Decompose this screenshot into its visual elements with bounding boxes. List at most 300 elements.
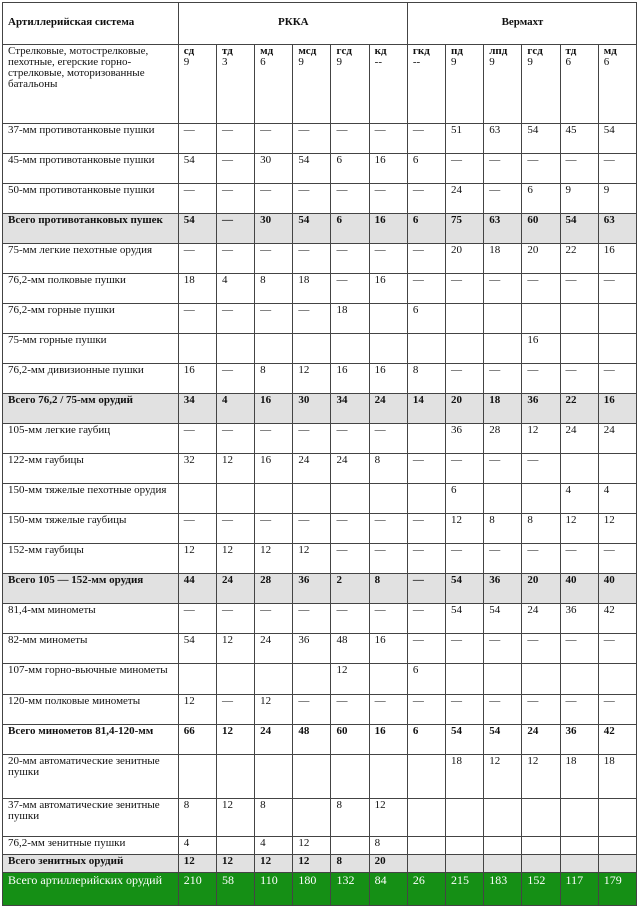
artillery-table	[2, 2, 637, 906]
value-cell: —	[407, 124, 445, 154]
value-cell: 20	[446, 244, 484, 274]
table-row	[3, 154, 637, 184]
value-cell: —	[407, 274, 445, 304]
value-cell: 16	[331, 364, 369, 394]
value-cell: —	[216, 244, 254, 274]
value-cell: 8	[331, 799, 369, 837]
value-cell	[598, 454, 636, 484]
value-cell: 4	[255, 837, 293, 855]
table-row	[3, 514, 637, 544]
value-cell: 18	[484, 394, 522, 424]
value-cell: 30	[293, 394, 331, 424]
value-cell: —	[446, 364, 484, 394]
table-row	[3, 394, 637, 424]
value-cell	[446, 837, 484, 855]
value-cell: —	[255, 304, 293, 334]
value-cell: —	[407, 695, 445, 725]
value-cell: —	[522, 364, 560, 394]
value-cell	[293, 755, 331, 799]
value-cell: —	[178, 514, 216, 544]
value-cell: 117	[560, 873, 598, 906]
value-cell	[522, 799, 560, 837]
table-body	[3, 45, 637, 906]
row-label: 120-мм полковые минометы	[3, 695, 179, 725]
row-label: Всего 105 — 152-мм орудия	[3, 574, 179, 604]
value-cell: —	[522, 695, 560, 725]
value-cell	[598, 799, 636, 837]
value-cell: —	[484, 544, 522, 574]
value-cell: —	[598, 634, 636, 664]
battalion-count: 9	[183, 56, 190, 68]
value-cell: —	[407, 604, 445, 634]
value-cell: —	[293, 424, 331, 454]
value-cell	[446, 304, 484, 334]
value-cell: 24	[560, 424, 598, 454]
row-label: 20-мм автоматические зенитные пушки	[3, 755, 179, 799]
battalion-count: --	[412, 56, 421, 68]
value-cell: 215	[446, 873, 484, 906]
value-cell: —	[446, 544, 484, 574]
value-cell: 183	[484, 873, 522, 906]
row-label: 75-мм горные пушки	[3, 334, 179, 364]
row-label: 50-мм противотанковые пушки	[3, 184, 179, 214]
value-cell: —	[216, 154, 254, 184]
value-cell: 12	[446, 514, 484, 544]
value-cell	[522, 484, 560, 514]
value-cell: —	[407, 544, 445, 574]
value-cell	[560, 664, 598, 695]
value-cell: 9	[560, 184, 598, 214]
value-cell: 12	[216, 634, 254, 664]
value-cell: 8	[331, 855, 369, 873]
table-row	[3, 855, 637, 873]
value-cell: 6	[331, 214, 369, 244]
value-cell: —	[407, 244, 445, 274]
value-cell: 84	[369, 873, 407, 906]
value-cell: 18	[293, 274, 331, 304]
value-cell: 24	[255, 725, 293, 755]
value-cell: 36	[293, 634, 331, 664]
value-cell: —	[178, 124, 216, 154]
value-cell: 16	[255, 394, 293, 424]
value-cell: 20	[522, 574, 560, 604]
value-cell: 18	[484, 244, 522, 274]
value-cell: 30	[255, 214, 293, 244]
value-cell: —	[522, 154, 560, 184]
value-cell: 12	[293, 364, 331, 394]
value-cell: 6	[407, 664, 445, 695]
value-cell: 8	[255, 364, 293, 394]
value-cell: 54	[522, 124, 560, 154]
division-code: гсд	[336, 45, 352, 57]
value-cell: —	[293, 124, 331, 154]
division-type-cell	[178, 45, 216, 124]
value-cell: 8	[484, 514, 522, 544]
value-cell	[369, 664, 407, 695]
value-cell: 8	[369, 574, 407, 604]
wehrmacht-header: Вермахт	[407, 3, 636, 45]
value-cell: —	[369, 184, 407, 214]
battalion-count: --	[374, 56, 382, 68]
value-cell: 54	[446, 604, 484, 634]
value-cell: —	[331, 604, 369, 634]
table-header-row	[3, 3, 637, 45]
division-type-cell	[522, 45, 560, 124]
value-cell: 6	[331, 154, 369, 184]
value-cell: 110	[255, 873, 293, 906]
table-row	[3, 544, 637, 574]
value-cell: —	[369, 544, 407, 574]
table-row	[3, 184, 637, 214]
value-cell	[598, 855, 636, 873]
value-cell	[216, 664, 254, 695]
value-cell: 12	[255, 695, 293, 725]
value-cell: —	[293, 244, 331, 274]
table-row	[3, 799, 637, 837]
table-row	[3, 124, 637, 154]
row-label: Всего минометов 81,4-120-мм	[3, 725, 179, 755]
value-cell	[522, 304, 560, 334]
value-cell: 16	[369, 364, 407, 394]
value-cell: —	[331, 695, 369, 725]
value-cell	[407, 855, 445, 873]
value-cell: 24	[522, 604, 560, 634]
value-cell: 24	[522, 725, 560, 755]
value-cell	[369, 755, 407, 799]
value-cell: 40	[560, 574, 598, 604]
value-cell: 6	[446, 484, 484, 514]
battalion-count: 6	[565, 56, 572, 68]
value-cell: —	[484, 454, 522, 484]
value-cell: 34	[331, 394, 369, 424]
value-cell	[369, 484, 407, 514]
value-cell	[560, 837, 598, 855]
value-cell: —	[331, 514, 369, 544]
table-row	[3, 725, 637, 755]
value-cell: 180	[293, 873, 331, 906]
value-cell: 12	[331, 664, 369, 695]
division-code: тд	[221, 45, 233, 57]
value-cell: 54	[178, 214, 216, 244]
value-cell: —	[255, 514, 293, 544]
value-cell: 44	[178, 574, 216, 604]
value-cell: —	[560, 274, 598, 304]
value-cell: 12	[484, 755, 522, 799]
table-row	[3, 604, 637, 634]
value-cell: 18	[560, 755, 598, 799]
value-cell: 4	[216, 274, 254, 304]
value-cell: —	[331, 244, 369, 274]
value-cell: 54	[484, 725, 522, 755]
value-cell: —	[255, 124, 293, 154]
value-cell: —	[216, 364, 254, 394]
value-cell	[407, 755, 445, 799]
value-cell: 20	[446, 394, 484, 424]
rkka-header: РККА	[178, 3, 407, 45]
value-cell: —	[369, 424, 407, 454]
value-cell: 8	[522, 514, 560, 544]
value-cell: —	[255, 424, 293, 454]
value-cell: 6	[407, 304, 445, 334]
division-code: пд	[451, 45, 463, 57]
value-cell: 20	[522, 244, 560, 274]
value-cell: 12	[293, 855, 331, 873]
value-cell: 18	[178, 274, 216, 304]
value-cell: —	[255, 604, 293, 634]
table-row	[3, 214, 637, 244]
value-cell: 66	[178, 725, 216, 755]
division-code: гсд	[527, 45, 543, 57]
value-cell	[407, 424, 445, 454]
value-cell	[331, 334, 369, 364]
value-cell: —	[560, 544, 598, 574]
value-cell: 16	[369, 154, 407, 184]
value-cell: —	[178, 304, 216, 334]
value-cell	[560, 454, 598, 484]
value-cell: 54	[446, 574, 484, 604]
row-label: 107-мм горно-вьючные минометы	[3, 664, 179, 695]
value-cell: 12	[560, 514, 598, 544]
value-cell: —	[293, 184, 331, 214]
value-cell: 4	[560, 484, 598, 514]
value-cell: 36	[484, 574, 522, 604]
value-cell: 16	[255, 454, 293, 484]
table-row	[3, 45, 637, 124]
value-cell: 12	[216, 725, 254, 755]
value-cell: 12	[216, 544, 254, 574]
value-cell	[484, 799, 522, 837]
value-cell	[598, 837, 636, 855]
value-cell	[522, 855, 560, 873]
row-label: 45-мм противотанковые пушки	[3, 154, 179, 184]
table-row	[3, 664, 637, 695]
value-cell: 36	[560, 725, 598, 755]
division-code: гкд	[412, 45, 430, 57]
value-cell	[446, 855, 484, 873]
value-cell	[407, 837, 445, 855]
value-cell: 54	[598, 124, 636, 154]
row-label: 76,2-мм горные пушки	[3, 304, 179, 334]
value-cell: 22	[560, 244, 598, 274]
battalion-count: 6	[603, 56, 610, 68]
value-cell	[255, 664, 293, 695]
value-cell: 54	[178, 634, 216, 664]
value-cell: 48	[331, 634, 369, 664]
value-cell: 63	[484, 214, 522, 244]
value-cell: 16	[178, 364, 216, 394]
table-row	[3, 837, 637, 855]
battalion-count: 9	[298, 56, 304, 68]
value-cell: 18	[331, 304, 369, 334]
value-cell: —	[407, 634, 445, 664]
value-cell: 24	[598, 424, 636, 454]
value-cell: 24	[255, 634, 293, 664]
value-cell	[407, 334, 445, 364]
value-cell: 179	[598, 873, 636, 906]
value-cell: —	[522, 274, 560, 304]
table-row	[3, 755, 637, 799]
row-label: Всего 76,2 / 75-мм орудий	[3, 394, 179, 424]
value-cell: —	[255, 184, 293, 214]
value-cell: —	[446, 274, 484, 304]
battalion-count: 9	[336, 56, 342, 68]
row-label: 82-мм минометы	[3, 634, 179, 664]
row-label: 150-мм тяжелые пехотные орудия	[3, 484, 179, 514]
value-cell: 42	[598, 725, 636, 755]
value-cell: 24	[293, 454, 331, 484]
value-cell: 18	[598, 755, 636, 799]
value-cell: —	[216, 214, 254, 244]
value-cell: —	[255, 244, 293, 274]
table-row	[3, 454, 637, 484]
value-cell	[446, 799, 484, 837]
division-type-cell	[369, 45, 407, 124]
row-label: 75-мм легкие пехотные орудия	[3, 244, 179, 274]
value-cell: —	[484, 154, 522, 184]
value-cell: 132	[331, 873, 369, 906]
value-cell: —	[598, 274, 636, 304]
value-cell	[484, 304, 522, 334]
value-cell: —	[598, 695, 636, 725]
value-cell: —	[522, 544, 560, 574]
value-cell: —	[560, 364, 598, 394]
division-type-cell	[484, 45, 522, 124]
table-row	[3, 244, 637, 274]
row-label: 81,4-мм минометы	[3, 604, 179, 634]
value-cell: 40	[598, 574, 636, 604]
value-cell: —	[369, 695, 407, 725]
value-cell: 16	[369, 214, 407, 244]
value-cell: —	[331, 544, 369, 574]
value-cell: 8	[255, 799, 293, 837]
row-label: 76,2-мм дивизионные пушки	[3, 364, 179, 394]
value-cell	[255, 484, 293, 514]
value-cell	[293, 799, 331, 837]
value-cell: —	[293, 304, 331, 334]
value-cell	[331, 755, 369, 799]
row-label: 150-мм тяжелые гаубицы	[3, 514, 179, 544]
value-cell	[598, 664, 636, 695]
value-cell: 63	[598, 214, 636, 244]
value-cell	[255, 334, 293, 364]
division-type-cell	[407, 45, 445, 124]
value-cell: 8	[369, 454, 407, 484]
value-cell: 8	[407, 364, 445, 394]
value-cell: 2	[331, 574, 369, 604]
row-label: 37-мм противотанковые пушки	[3, 124, 179, 154]
value-cell: 32	[178, 454, 216, 484]
value-cell: —	[484, 184, 522, 214]
table-row	[3, 274, 637, 304]
value-cell: 36	[522, 394, 560, 424]
value-cell: 24	[446, 184, 484, 214]
value-cell: —	[598, 544, 636, 574]
division-type-cell	[331, 45, 369, 124]
value-cell: 12	[522, 424, 560, 454]
value-cell: —	[446, 154, 484, 184]
value-cell: 54	[178, 154, 216, 184]
battalion-count: 9	[451, 56, 457, 68]
value-cell: 54	[484, 604, 522, 634]
value-cell: 28	[484, 424, 522, 454]
division-code: мд	[603, 45, 617, 57]
value-cell: 12	[293, 544, 331, 574]
value-cell: —	[446, 634, 484, 664]
battalion-count: 6	[260, 56, 266, 68]
row-label: 37-мм автоматические зенитные пушки	[3, 799, 179, 837]
value-cell	[178, 664, 216, 695]
value-cell	[598, 304, 636, 334]
value-cell: 22	[560, 394, 598, 424]
value-cell: —	[369, 514, 407, 544]
row-label: 105-мм легкие гаубиц	[3, 424, 179, 454]
value-cell: 36	[560, 604, 598, 634]
value-cell	[446, 664, 484, 695]
value-cell: 28	[255, 574, 293, 604]
value-cell: —	[369, 244, 407, 274]
value-cell	[293, 664, 331, 695]
value-cell: —	[484, 634, 522, 664]
value-cell	[216, 755, 254, 799]
value-cell: 4	[216, 394, 254, 424]
value-cell: 12	[216, 454, 254, 484]
value-cell	[484, 837, 522, 855]
division-type-cell	[293, 45, 331, 124]
table-row	[3, 873, 637, 906]
value-cell: —	[407, 514, 445, 544]
row-label: 76,2-мм зенитные пушки	[3, 837, 179, 855]
value-cell	[369, 304, 407, 334]
value-cell	[484, 334, 522, 364]
value-cell: 24	[216, 574, 254, 604]
value-cell: —	[293, 695, 331, 725]
value-cell	[484, 484, 522, 514]
value-cell	[446, 334, 484, 364]
value-cell: —	[560, 634, 598, 664]
value-cell: 8	[255, 274, 293, 304]
system-column-header: Артиллерийская система	[3, 3, 179, 45]
value-cell	[560, 855, 598, 873]
value-cell: 34	[178, 394, 216, 424]
division-code: мд	[260, 45, 274, 57]
division-type-cell	[446, 45, 484, 124]
value-cell	[598, 334, 636, 364]
value-cell: —	[216, 184, 254, 214]
value-cell: 54	[560, 214, 598, 244]
value-cell: 24	[369, 394, 407, 424]
value-cell	[522, 664, 560, 695]
row-label: Стрелковые, мотострелковые, пехотные, егерские горно-стрелковые, моторизованные батальоны	[3, 45, 179, 124]
row-label: Всего артиллерийских орудий	[3, 873, 179, 906]
value-cell: 8	[369, 837, 407, 855]
value-cell: —	[178, 424, 216, 454]
value-cell: 48	[293, 725, 331, 755]
value-cell: 30	[255, 154, 293, 184]
value-cell: 18	[446, 755, 484, 799]
battalion-count: 9	[489, 56, 495, 68]
value-cell: 45	[560, 124, 598, 154]
value-cell: —	[446, 695, 484, 725]
value-cell	[522, 837, 560, 855]
value-cell: 24	[331, 454, 369, 484]
value-cell: 51	[446, 124, 484, 154]
table-row	[3, 574, 637, 604]
table-row	[3, 334, 637, 364]
value-cell: 6	[407, 214, 445, 244]
value-cell: 12	[216, 855, 254, 873]
value-cell: —	[216, 695, 254, 725]
value-cell: —	[407, 454, 445, 484]
